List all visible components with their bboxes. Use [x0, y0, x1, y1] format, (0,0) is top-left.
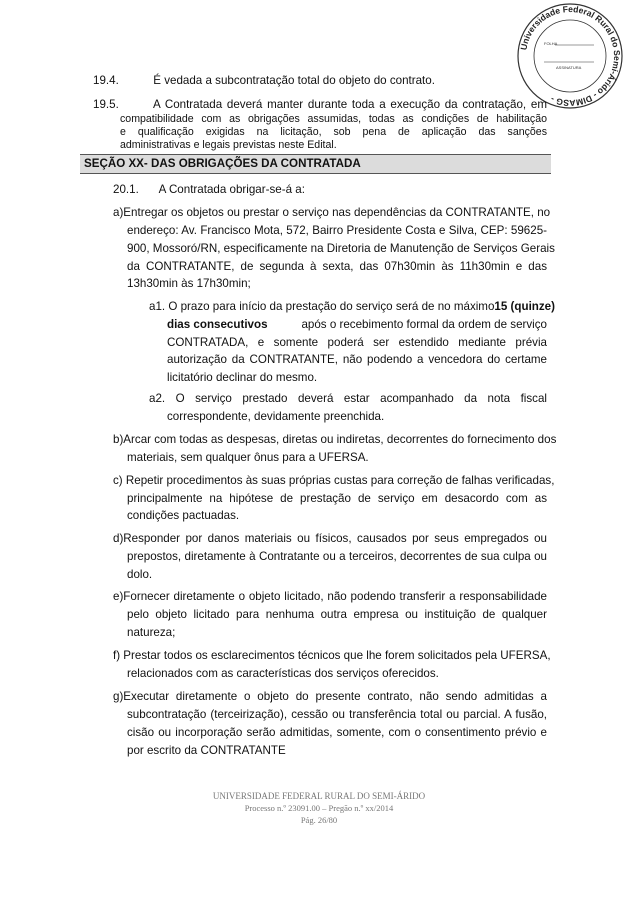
footer-process: Processo n.º 23091.00 – Pregão n.º xx/2014: [244, 803, 394, 813]
item-b-line: materiais, sem qualquer ônus para a UFERSA.: [127, 451, 369, 464]
item-c-line: condições pactuadas.: [127, 509, 240, 522]
item-g-line: cisão ou incorporação serão admitidas, somente, com o consentimento prévio e: [127, 726, 547, 739]
item-b-line: b)Arcar com todas as despesas, diretas ou indiretas, decorrentes do fornecimento dos: [113, 433, 557, 446]
item-a1-line: CONTRATADA, e somente poderá ser estendido mediante prévia: [167, 336, 547, 349]
section-title: SEÇÃO XX- DAS OBRIGAÇÕES DA CONTRATADA: [84, 157, 361, 170]
stamp-folha-label: FOLHA: [544, 41, 558, 46]
footer-university: UNIVERSIDADE FEDERAL RURAL DO SEMI-ÁRIDO: [212, 791, 426, 801]
item-a-line: 13h30min às 17h30min;: [127, 277, 251, 290]
item-a1-line: licitatório declinar do mesmo.: [167, 371, 318, 384]
item-f-line: relacionados com as características dos serviços oferecidos.: [127, 667, 439, 680]
item-a-line: 900, Mossoró/RN, especificamente na Diretoria de Manutenção de Serviços Gerais: [127, 242, 555, 255]
clause-number: 19.5.: [93, 98, 119, 111]
stamp-inner-ring: [534, 20, 606, 92]
footer-page-number: Pág. 26/80: [300, 815, 338, 825]
clause-19-5-line: compatibilidade com as obrigações assumidas, todas as condições de habilitação: [120, 113, 547, 125]
clause-text: A Contratada deverá manter durante toda a execução da contratação, em: [153, 98, 547, 111]
clause-20-1: [113, 183, 305, 197]
section-header: [80, 154, 551, 174]
clause-19-5-line: e qualificação exigidas na licitação, sob pena de aplicação das sanções: [120, 126, 547, 138]
item-a2-line: correspondente, devidamente preenchida.: [167, 410, 385, 423]
item-a-line: endereço: Av. Francisco Mota, 572, Bairro Presidente Costa e Silva, CEP: 59625-: [127, 224, 547, 237]
clause-19-5-line: administrativas e legais previstas neste Edital.: [120, 139, 337, 151]
item-f-line: f) Prestar todos os esclarecimentos técnicos que lhe forem solicitados pela UFERSA,: [113, 649, 551, 662]
stamp-assinatura-label: ASSINATURA: [556, 65, 582, 70]
item-c-line: principalmente na hipótese de prestação de serviço em desacordo com as: [127, 492, 547, 505]
item-e-line: e)Fornecer diretamente o objeto licitado, não podendo transferir a responsabilidade: [113, 590, 547, 603]
clause-19-5-first-line: [93, 98, 547, 112]
dimasg-stamp: [514, 0, 626, 112]
item-g-line: por escrito da CONTRATANTE: [127, 744, 286, 757]
clause-text: É vedada a subcontratação total do objeto do contrato.: [153, 74, 435, 87]
item-c-line: c) Repetir procedimentos às suas próprias custas para correção de falhas verificadas,: [113, 474, 555, 487]
item-a2-line: a2. O serviço prestado deverá estar acompanhado da nota fiscal: [149, 392, 547, 405]
item-e-line: pelo objeto licitado para nenhuma outra empresa ou instituição de qualquer: [127, 608, 547, 621]
item-d-line: d)Responder por danos materiais ou físicos, causados por seus empregados ou: [113, 532, 547, 545]
item-e-line: natureza;: [127, 626, 176, 639]
clause-number: 20.1.: [113, 183, 139, 196]
item-a1-line: autorização da CONTRATANTE, não podendo a vencedora do certame: [167, 353, 547, 366]
clause-text: A Contratada obrigar-se-á a:: [158, 183, 305, 196]
item-d-line: dolo.: [127, 568, 153, 581]
item-a-line: da CONTRATANTE, de segunda à sexta, das 07h30min às 11h30min e das: [127, 260, 547, 273]
item-a1-line: a1. O prazo para início da prestação do serviço será de no máximo 15 (quinze): [149, 300, 555, 313]
item-d-line: prepostos, diretamente à Contratante ou a terceiros, decorrentes de sua culpa ou: [127, 550, 547, 563]
item-a1-line: dias consecutivos após o recebimento formal da ordem de serviço: [167, 318, 547, 331]
item-g-line: g)Executar diretamente o objeto do presente contrato, não sendo admitidas a: [113, 690, 547, 703]
item-g-line: subcontratação (terceirização), cessão ou transferência total ou parcial. A fusão,: [127, 708, 547, 721]
clause-number: 19.4.: [93, 74, 119, 87]
item-a-line: a)Entregar os objetos ou prestar o serviço nas dependências da CONTRATANTE, no: [113, 206, 551, 219]
stamp-ring-text: Universidade Federal Rural do Semi-Árido - DIMASG -: [518, 3, 623, 109]
clause-19-4: [93, 74, 435, 88]
